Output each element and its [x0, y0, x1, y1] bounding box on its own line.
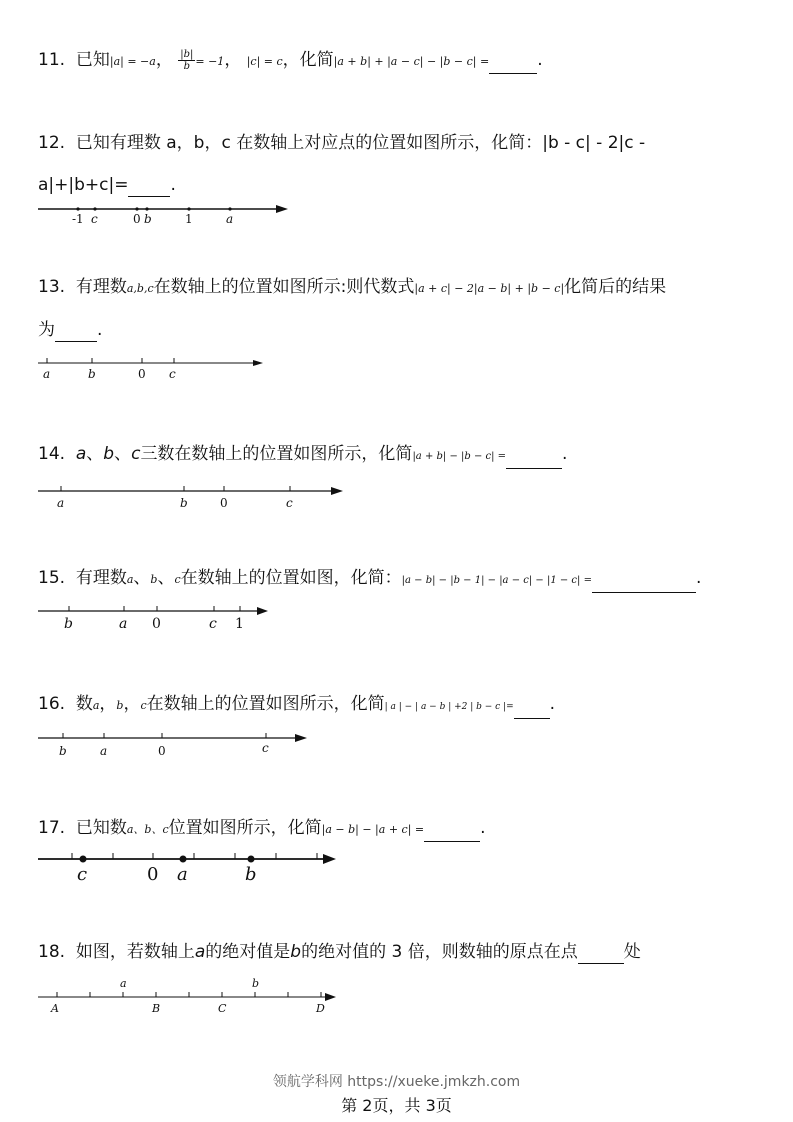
q14-sep1: 、: [86, 444, 104, 464]
q14-var-b: b: [103, 444, 115, 464]
q17-expr: |a − b| − |a + c| =: [321, 823, 425, 836]
q13-number: 13.: [38, 277, 66, 297]
q17-prefix: 已知数: [75, 818, 127, 838]
q12-label-0: 0: [133, 212, 141, 226]
q15-var-a: a: [126, 573, 134, 586]
q15-sep2: 、: [157, 568, 175, 588]
q17-label-b: b: [245, 864, 257, 885]
q18-label-C: C: [218, 1002, 227, 1015]
q15-var-c: c: [174, 573, 181, 586]
footer-source: 领航学科网 https://xueke.jmkzh.com: [272, 1074, 521, 1090]
q14-label-0: 0: [220, 496, 228, 510]
q11-number: 11.: [38, 50, 66, 70]
q11-prefix: 已知: [75, 50, 110, 70]
q15-number: 15.: [38, 568, 66, 588]
q17-label-c: c: [77, 864, 88, 885]
q12-label-a: a: [226, 212, 234, 226]
q13-label-0: 0: [138, 367, 146, 381]
q11-sep3: ，化简: [282, 50, 334, 70]
q17-end: .: [480, 818, 486, 838]
q17-label-a: a: [177, 864, 188, 885]
q13-label-c: c: [169, 367, 176, 381]
q14-label-c: c: [286, 496, 293, 510]
q15-expr: |a − b| − |b − 1| − |a − c| − |1 − c| =: [401, 575, 592, 586]
q14-text: 三数在数轴上的位置如图所示，化简: [140, 444, 413, 464]
q18-text-1: 如图，若数轴上: [75, 942, 195, 962]
q14-var-c: c: [131, 444, 141, 464]
q16-label-b: b: [59, 744, 67, 758]
q14-label-b: b: [180, 496, 188, 510]
q15-label-c: c: [209, 616, 217, 632]
q12-label-c: c: [91, 212, 98, 226]
q15-sep1: 、: [133, 568, 151, 588]
q16-text: 在数轴上的位置如图所示，化简: [146, 694, 385, 714]
q14-end: .: [562, 444, 568, 464]
q17-number: 17.: [38, 818, 66, 838]
q17-vars: a、b、c: [126, 823, 169, 836]
q12-label-minus1: -1: [72, 212, 84, 226]
q12-text-line1: 已知有理数 a，b，c 在数轴上对应点的位置如图所示，化简：|b - c| - 2|c -: [75, 133, 646, 153]
q18-label-B: B: [152, 1002, 161, 1015]
q15-prefix: 有理数: [75, 568, 127, 588]
q14-var-a: a: [75, 444, 87, 464]
q18-var-b: b: [290, 942, 302, 962]
q16-var-a: a: [92, 699, 100, 712]
q18-label-D: D: [316, 1002, 325, 1015]
q18-number: 18.: [38, 942, 66, 962]
q17-label-0: 0: [147, 864, 159, 885]
q16-prefix: 数: [75, 694, 93, 714]
q18-label-A: A: [51, 1002, 59, 1015]
q13-line2: 为: [38, 320, 55, 340]
q16-var-c: c: [140, 699, 147, 712]
q15-end: .: [695, 568, 702, 588]
q13-text-end: 化简后的结果: [564, 277, 667, 297]
q18-end: 处: [623, 942, 641, 962]
q15-var-b: b: [150, 573, 158, 586]
q13-vars: a,b,c: [126, 282, 154, 295]
q12-number: 12.: [38, 133, 66, 153]
q15-label-0: 0: [152, 616, 161, 632]
q12-label-b: b: [144, 212, 152, 226]
q18-label-b: b: [252, 977, 260, 990]
q14-sep2: 、: [114, 444, 132, 464]
q18-var-a: a: [194, 942, 206, 962]
q11-fraction-numerator: |b|: [180, 48, 194, 60]
q11-expr-4: |a + b| + |a − c| − |b − c| =: [333, 55, 490, 68]
q16-var-b: b: [116, 699, 124, 712]
q16-label-0: 0: [158, 744, 166, 758]
q11-sep1: ，: [155, 50, 173, 70]
q13-label-b: b: [88, 367, 96, 381]
q13-label-a: a: [43, 367, 51, 381]
q13-end: .: [97, 320, 103, 340]
q13-expr: |a + c| − 2|a − b| + |b − c|: [414, 282, 565, 295]
q13-prefix: 有理数: [75, 277, 127, 297]
q18-text-2: 的绝对值是: [205, 942, 291, 962]
q11-expr-1: |a| = −a: [109, 55, 156, 68]
q14-number: 14.: [38, 444, 66, 464]
q16-sep2: ，: [123, 694, 141, 714]
q14-expr: |a + b| − |b − c| =: [412, 451, 507, 462]
q18-text-3: 的绝对值的 3 倍，则数轴的原点在点: [301, 942, 578, 962]
q12-label-1: 1: [185, 212, 193, 226]
q15-label-1: 1: [235, 616, 244, 632]
q16-number: 16.: [38, 694, 66, 714]
q11-fraction-denominator: b: [183, 60, 190, 72]
q12-end: .: [170, 175, 176, 195]
q18-label-a: a: [120, 977, 127, 990]
q14-label-a: a: [57, 496, 65, 510]
q15-text: 在数轴上的位置如图，化简：: [180, 568, 402, 588]
q11-expr-3: |c| = c: [246, 55, 283, 68]
q11-end: .: [537, 50, 543, 70]
q16-expr: | a | − | a − b | +2 | b − c |=: [384, 702, 514, 712]
q15-label-a: a: [119, 616, 128, 632]
q17-text: 位置如图所示，化简: [168, 818, 322, 838]
q13-text: 在数轴上的位置如图所示:则代数式: [153, 277, 415, 297]
q12-text-line2: a|+|b+c|=: [38, 175, 129, 195]
q15-label-b: b: [64, 616, 73, 632]
q16-sep1: ，: [99, 694, 117, 714]
q11-fraction-rest: = −1: [195, 55, 225, 68]
q16-end: .: [549, 694, 556, 714]
q11-sep2: ，: [224, 50, 242, 70]
page-number: 第 2页，共 3页: [341, 1096, 452, 1115]
q16-label-c: c: [262, 741, 269, 755]
q16-label-a: a: [100, 744, 108, 758]
